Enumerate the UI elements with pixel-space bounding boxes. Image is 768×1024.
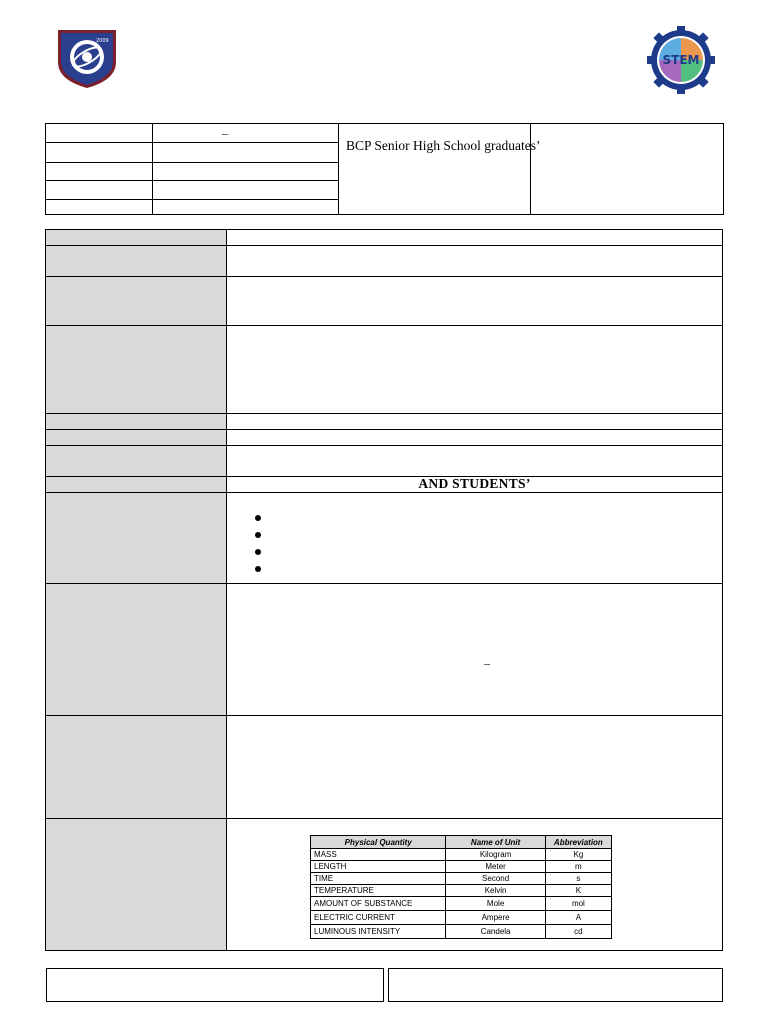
abbreviation-cell: s <box>545 873 611 885</box>
section-heading: AND STUDENTS’ <box>418 476 531 491</box>
row-content-cell <box>227 230 722 245</box>
unit-name-cell: Second <box>446 873 545 885</box>
table-row <box>311 897 612 911</box>
table-row <box>311 925 612 939</box>
row-content-cell <box>227 446 722 476</box>
table-row <box>46 493 722 584</box>
footer-box-right <box>388 968 723 1002</box>
abbreviation-cell: K <box>545 885 611 897</box>
table-row <box>46 716 722 819</box>
header-col-divider <box>338 124 339 214</box>
row-label-cell <box>46 584 227 715</box>
table-row <box>46 277 722 326</box>
row-label-cell <box>46 277 227 325</box>
content-dash-mark: – <box>484 656 490 670</box>
logo-year-text: 2009 <box>96 38 109 44</box>
quantity-cell: LENGTH <box>311 861 446 873</box>
bullet-icon <box>255 566 261 572</box>
row-label-cell <box>46 326 227 413</box>
quantity-cell: AMOUNT OF SUBSTANCE <box>311 897 446 911</box>
header-row-divider <box>46 162 338 163</box>
header-row-divider <box>46 142 338 143</box>
abbreviation-cell: Kg <box>545 849 611 861</box>
unit-name-cell: Mole <box>446 897 545 911</box>
abbreviation-cell: mol <box>545 897 611 911</box>
table-row <box>311 849 612 861</box>
quantity-cell: LUMINOUS INTENSITY <box>311 925 446 939</box>
header-row-divider <box>46 199 338 200</box>
row-content-cell <box>227 493 722 583</box>
bullet-icon <box>255 515 261 521</box>
row-content-cell <box>227 584 722 715</box>
unit-name-cell: Candela <box>446 925 545 939</box>
quantity-cell: ELECTRIC CURRENT <box>311 911 446 925</box>
row-content-cell <box>227 246 722 276</box>
abbreviation-cell: m <box>545 861 611 873</box>
table-row <box>46 446 722 477</box>
unit-name-cell: Meter <box>446 861 545 873</box>
row-label-cell <box>46 716 227 818</box>
header-title-text: BCP Senior High School graduates’ <box>346 138 541 153</box>
school-seal-logo <box>52 28 122 90</box>
table-row <box>46 246 722 277</box>
header-dash-mark: – <box>222 126 228 140</box>
table-row <box>46 430 722 446</box>
quantity-cell: MASS <box>311 849 446 861</box>
row-label-cell <box>46 230 227 245</box>
column-header: Abbreviation <box>545 836 611 849</box>
row-content-cell <box>227 414 722 429</box>
table-row <box>46 230 722 246</box>
row-label-cell <box>46 446 227 476</box>
table-row <box>311 873 612 885</box>
units-header-row <box>311 836 612 849</box>
unit-name-cell: Kelvin <box>446 885 545 897</box>
table-row <box>311 911 612 925</box>
abbreviation-cell: A <box>545 911 611 925</box>
bullet-icon <box>255 549 261 555</box>
column-header: Name of Unit <box>446 836 545 849</box>
row-content-cell <box>227 326 722 413</box>
row-content-cell <box>227 477 722 492</box>
row-label-cell <box>46 477 227 492</box>
row-content-cell <box>227 716 722 818</box>
table-row <box>46 414 722 430</box>
unit-name-cell: Kilogram <box>446 849 545 861</box>
quantity-cell: TEMPERATURE <box>311 885 446 897</box>
row-label-cell <box>46 246 227 276</box>
header-col-divider <box>152 124 153 214</box>
stem-logo-text: STEM <box>662 53 700 67</box>
row-label-cell <box>46 414 227 429</box>
row-label-cell <box>46 430 227 445</box>
header-info-table <box>45 123 724 215</box>
table-row <box>46 477 722 493</box>
header-row-divider <box>46 180 338 181</box>
quantity-cell: TIME <box>311 873 446 885</box>
row-content-cell <box>227 430 722 445</box>
bullet-icon <box>255 532 261 538</box>
footer-box-left <box>46 968 384 1002</box>
table-row <box>46 584 722 716</box>
stem-gear-logo <box>637 24 725 94</box>
column-header: Physical Quantity <box>311 836 446 849</box>
row-label-cell <box>46 493 227 583</box>
table-row <box>46 326 722 414</box>
si-units-table <box>310 835 612 939</box>
abbreviation-cell: cd <box>545 925 611 939</box>
unit-name-cell: Ampere <box>446 911 545 925</box>
row-label-cell <box>46 819 227 950</box>
row-content-cell <box>227 277 722 325</box>
table-row <box>311 885 612 897</box>
table-row <box>311 861 612 873</box>
